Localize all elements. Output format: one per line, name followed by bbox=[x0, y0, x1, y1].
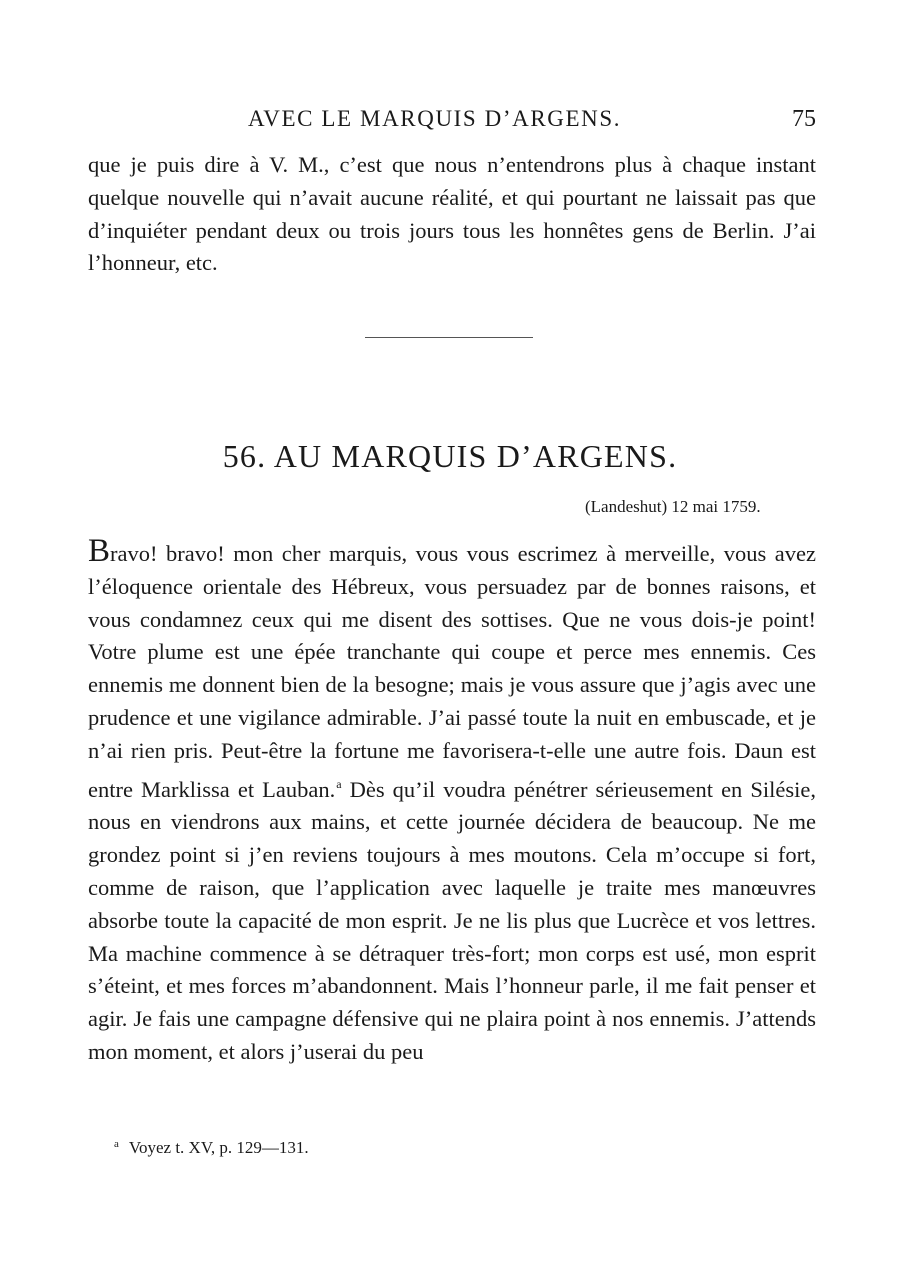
previous-letter-end: que je puis dire à V. M., c’est que nous n’entendrons plus à chaque instant quelque nouvelle qui n’avait aucune réalité, et qui pourtant ne laissait pas que d’inquiéter pendant deux ou trois jours tous les honnêtes gens de Berlin. J’ai l’honneur, etc. bbox=[88, 152, 816, 276]
footnote-text: Voyez t. XV, p. 129—131. bbox=[128, 1138, 309, 1157]
footnote-reference: a bbox=[336, 776, 342, 791]
letter-body bbox=[88, 535, 816, 1069]
running-head bbox=[0, 106, 900, 136]
running-title: AVEC LE MARQUIS D’ARGENS. bbox=[248, 106, 622, 131]
letter-text-after-note: Dès qu’il voudra pénétrer sérieusement en Silésie, nous en viendrons aux mains, et cette journée décidera de beaucoup. Ne me grondez point si j’en reviens toujours à mes moutons. Cela m’occupe si fort, comme de raison, que l’application avec laquelle je traite mes manœuvres absorbe toute la capacité de mon esprit. Je ne lis plus que Lucrèce et vos lettres. Ma machine commence à se détraquer très-fort; mon corps est usé, mon esprit s’éteint, et mes forces m’abandonnent. Mais l’honneur parle, il me fait penser et agir. Je fais une campagne défensive qui ne plaira point à nos ennemis. J’attends mon moment, et alors j’userai du peu bbox=[88, 776, 816, 1064]
letter-heading: 56. AU MARQUIS D’ARGENS. bbox=[222, 438, 678, 474]
letter-dateline: (Landeshut) 12 mai 1759. bbox=[585, 497, 761, 516]
page-number: 75 bbox=[792, 106, 816, 132]
section-divider bbox=[365, 337, 533, 338]
drop-cap: B bbox=[88, 533, 111, 569]
footnote-marker: a bbox=[114, 1138, 119, 1150]
letter-text-before-note: ravo! bravo! mon cher marquis, vous vous escrimez à merveille, vous avez l’éloquence orientale des Hébreux, vous persuadez par de bonnes raisons, et vous condamnez ceux qui me disent des sottises. Que ne vous dois-je point! Votre plume est une épée tranchante qui coupe et perce mes ennemis. Ces ennemis me donnent bien de la besogne; mais je vous assure que j’agis avec une prudence et une vigilance admirable. J’ai passé toute la nuit en embuscade, et je n’ai rien pris. Peut-être la fortune me favorisera-t-elle une autre fois. Daun est entre Marklissa et Lauban. bbox=[88, 541, 816, 802]
footnote bbox=[114, 1138, 309, 1158]
